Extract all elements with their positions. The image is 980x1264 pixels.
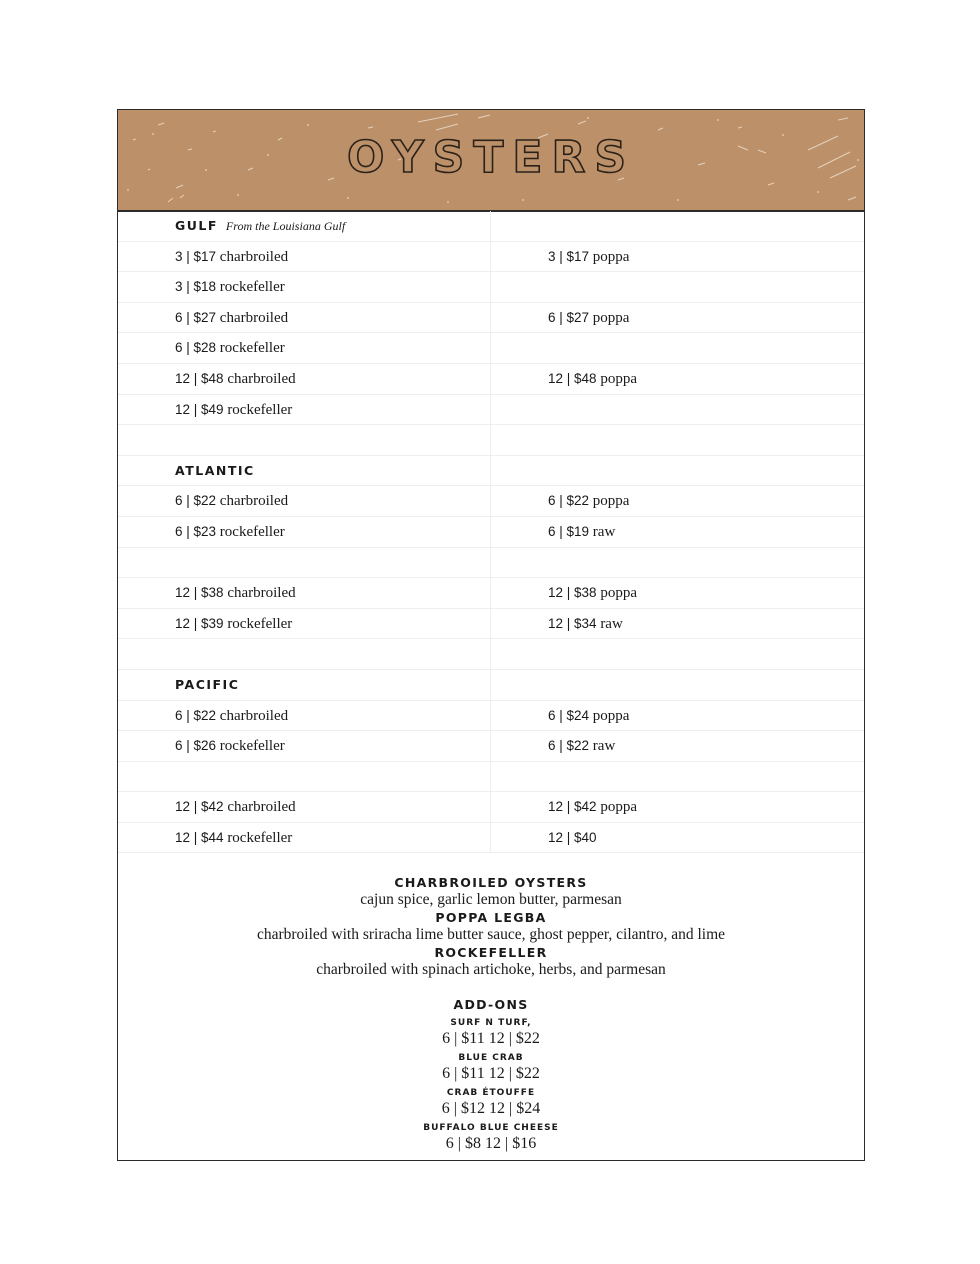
table-row [118, 823, 864, 854]
table-row [118, 609, 864, 640]
table-row [118, 578, 864, 609]
preparation-label: charbroiled [216, 707, 289, 724]
price-item [175, 340, 285, 357]
preparation-label: charbroiled [216, 493, 289, 510]
table-row [118, 242, 864, 273]
menu-card [117, 109, 865, 1161]
price-quantity: 12 | $40 [548, 829, 597, 845]
price-quantity: 12 | $38 [175, 585, 224, 601]
price-item [175, 738, 285, 755]
table-row [118, 792, 864, 823]
addon-name: CRAB ÉTOUFFE [446, 1088, 536, 1098]
column-divider [490, 486, 491, 516]
price-item [175, 616, 292, 633]
price-item [175, 830, 292, 847]
price-quantity: 6 | $28 [175, 340, 217, 356]
column-divider [490, 701, 491, 731]
price-item [175, 493, 288, 510]
column-divider [490, 792, 491, 822]
column-divider [490, 211, 491, 241]
column-divider [490, 364, 491, 394]
item-desc-charbroiled: cajun spice, garlic lemon butter, parmesan [360, 891, 622, 908]
price-item [175, 799, 296, 816]
price-item [548, 585, 637, 602]
price-quantity: 3 | $17 [175, 248, 217, 264]
price-quantity: 6 | $27 [175, 309, 217, 325]
price-quantity: 6 | $24 [548, 707, 590, 723]
column-divider [490, 578, 491, 608]
column-divider [490, 303, 491, 333]
table-row [118, 486, 864, 517]
price-quantity: 6 | $19 [548, 523, 590, 539]
preparation-label: poppa [589, 707, 630, 724]
column-divider [490, 395, 491, 425]
table-row [118, 731, 864, 762]
price-item [175, 310, 288, 327]
item-desc-rockefeller: charbroiled with spinach artichoke, herbs, and parmesan [316, 961, 666, 978]
column-divider [490, 425, 491, 455]
table-row [118, 303, 864, 334]
column-divider [490, 456, 491, 486]
price-quantity: 12 | $48 [175, 370, 224, 386]
addon-price: 6 | $11 12 | $22 [442, 1065, 540, 1082]
preparation-label: poppa [596, 799, 637, 816]
preparation-label: rockefeller [223, 401, 293, 418]
preparation-label: charbroiled [223, 799, 296, 816]
price-quantity: 3 | $18 [175, 279, 217, 295]
page-title: OYSTERS [346, 132, 636, 183]
preparation-label: charbroiled [223, 370, 296, 387]
table-row [118, 762, 864, 793]
column-divider [490, 823, 491, 853]
price-item [175, 371, 296, 388]
preparation-label: charbroiled [216, 309, 289, 326]
price-quantity: 6 | $26 [175, 738, 217, 754]
section-title: PACIFIC [175, 676, 240, 692]
price-item [548, 310, 629, 327]
addon-name: BUFFALO BLUE CHEESE [423, 1123, 559, 1133]
preparation-label: rockefeller [223, 615, 293, 632]
oyster-price-grid [118, 211, 864, 853]
price-quantity: 12 | $42 [175, 799, 224, 815]
section-note: From the Louisiana Gulf [225, 219, 346, 233]
item-name-poppa-legba: POPPA LEGBA [435, 910, 547, 925]
preparation-label: raw [589, 738, 616, 755]
preparation-label: rockefeller [223, 829, 293, 846]
column-divider [490, 670, 491, 700]
table-row [118, 670, 864, 701]
price-item [548, 371, 637, 388]
preparation-label: raw [589, 523, 616, 540]
price-item [175, 279, 285, 296]
price-quantity: 12 | $42 [548, 799, 597, 815]
price-item [175, 402, 292, 419]
title-banner [118, 110, 864, 212]
column-divider [490, 639, 491, 669]
price-quantity: 12 | $48 [548, 370, 597, 386]
price-quantity: 3 | $17 [548, 248, 590, 264]
section-header [175, 677, 239, 694]
price-quantity: 12 | $44 [175, 829, 224, 845]
price-quantity: 12 | $39 [175, 615, 224, 631]
price-quantity: 6 | $22 [175, 707, 217, 723]
table-row [118, 517, 864, 548]
preparation-label: poppa [589, 493, 630, 510]
price-item [175, 249, 288, 266]
item-name-rockefeller: ROCKEFELLER [434, 945, 548, 960]
price-quantity: 12 | $38 [548, 585, 597, 601]
price-item [175, 585, 296, 602]
preparation-label: rockefeller [216, 340, 285, 357]
price-quantity: 12 | $49 [175, 401, 224, 417]
addon-name: BLUE CRAB [458, 1053, 524, 1063]
price-item [548, 493, 629, 510]
price-quantity: 6 | $22 [548, 493, 590, 509]
price-item [548, 524, 615, 541]
table-row [118, 456, 864, 487]
section-title: GULF [175, 218, 218, 233]
section-title: ATLANTIC [175, 462, 255, 478]
price-item [548, 249, 629, 266]
price-item [548, 616, 623, 633]
column-divider [490, 548, 491, 578]
section-header [175, 218, 345, 235]
preparation-label: raw [596, 615, 623, 632]
addon-name: SURF N TURF, [450, 1018, 532, 1028]
addon-price: 6 | $11 12 | $22 [442, 1030, 540, 1047]
price-quantity: 6 | $23 [175, 523, 217, 539]
table-row [118, 548, 864, 579]
table-row [118, 364, 864, 395]
price-quantity: 6 | $27 [548, 309, 590, 325]
price-item [175, 708, 288, 725]
price-item [548, 799, 637, 816]
preparation-label: poppa [589, 248, 630, 265]
column-divider [490, 731, 491, 761]
preparation-label: rockefeller [216, 279, 285, 296]
table-row [118, 639, 864, 670]
table-row [118, 272, 864, 303]
price-quantity: 6 | $22 [175, 493, 217, 509]
preparation-label: charbroiled [223, 585, 296, 602]
table-row [118, 425, 864, 456]
preparation-label: poppa [596, 585, 637, 602]
table-row [118, 333, 864, 364]
column-divider [490, 762, 491, 792]
column-divider [490, 609, 491, 639]
addons-title: ADD-ONS [453, 997, 529, 1012]
table-row [118, 701, 864, 732]
price-item [175, 524, 285, 541]
addon-price: 6 | $12 12 | $24 [441, 1100, 541, 1117]
column-divider [490, 333, 491, 363]
item-desc-poppa-legba: charbroiled with sriracha lime butter sauce, ghost pepper, cilantro, and lime [256, 926, 726, 943]
price-item [548, 830, 597, 847]
column-divider [490, 242, 491, 272]
item-name-charbroiled: CHARBROILED OYSTERS [394, 875, 588, 890]
price-item [548, 738, 615, 755]
column-divider [490, 272, 491, 302]
table-row [118, 211, 864, 242]
table-row [118, 395, 864, 426]
price-quantity: 6 | $22 [548, 738, 590, 754]
descriptions-section [118, 874, 864, 1153]
price-item [548, 708, 629, 725]
addon-price: 6 | $8 12 | $16 [445, 1135, 537, 1152]
preparation-label: poppa [589, 309, 630, 326]
column-divider [490, 517, 491, 547]
preparation-label: charbroiled [216, 248, 289, 265]
price-quantity: 12 | $34 [548, 615, 597, 631]
section-header [175, 463, 255, 480]
preparation-label: rockefeller [216, 738, 285, 755]
preparation-label: poppa [596, 370, 637, 387]
preparation-label: rockefeller [216, 523, 285, 540]
